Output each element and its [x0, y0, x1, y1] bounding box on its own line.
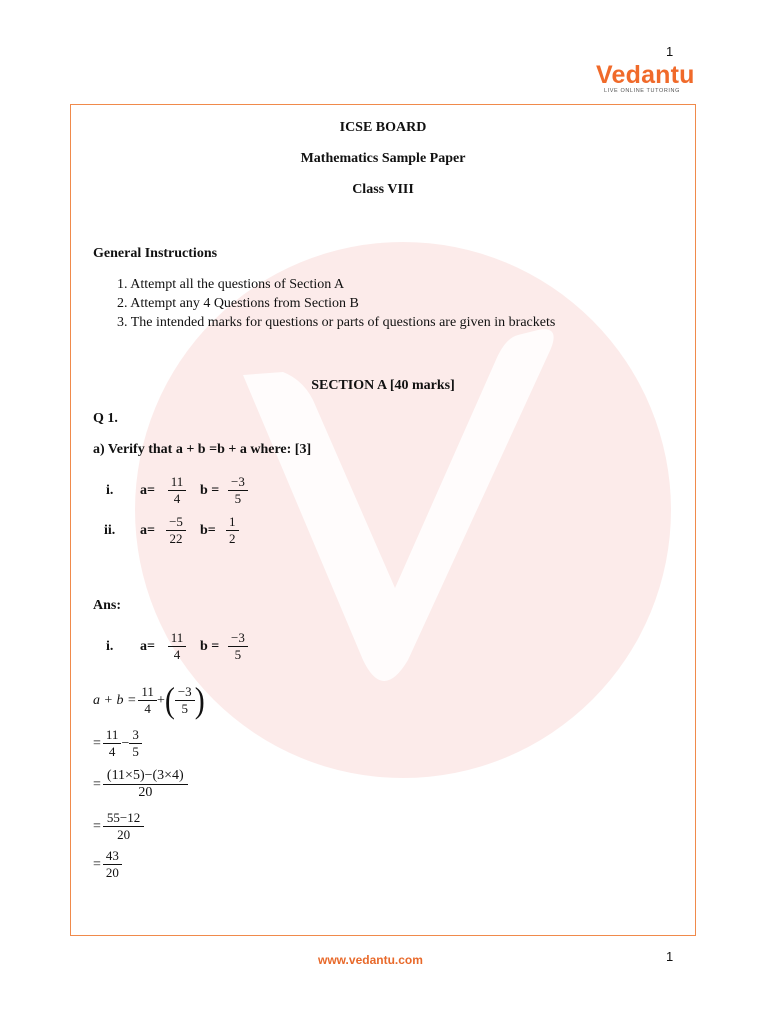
logo-word: Vedantu — [596, 61, 695, 89]
section-a-heading: SECTION A [40 marks] — [311, 378, 455, 393]
left-paren: ( — [164, 680, 175, 720]
fraction: $\frac{55-12}{20}$ — [103, 810, 144, 843]
paper-title: Mathematics Sample Paper — [300, 151, 466, 166]
vedantu-logo — [596, 61, 695, 96]
page-number-bottom: 1 — [666, 949, 674, 964]
instruction-item: 1. Attempt all the questions of Section A — [117, 277, 345, 292]
solution-step-2 — [93, 727, 142, 760]
fraction: $\frac{43}{20}$ — [103, 848, 122, 881]
a-label: a= — [140, 482, 155, 498]
case-row-ii — [104, 514, 239, 547]
equals-sign: = — [93, 818, 101, 834]
solution-step-4 — [93, 810, 144, 843]
equals-sign: = — [93, 856, 101, 872]
fraction-a: $\frac{11}{4}$ — [166, 630, 188, 663]
fraction: $\frac{11}{4}$ — [103, 727, 122, 760]
fraction-a: $\frac{-5}{22}$ — [164, 514, 188, 547]
equals-sign: = — [93, 776, 101, 792]
solution-step-3 — [93, 768, 188, 801]
board-title: ICSE BOARD — [339, 120, 427, 135]
lhs-expression: a + b = — [93, 692, 137, 708]
logo-tagline: LIVE ONLINE TUTORING — [604, 88, 680, 94]
case-number: i. — [106, 482, 114, 498]
question-part-a: a) Verify that a + b =b + a where: [3] — [93, 442, 312, 457]
fraction: $\frac{-3}{5}$ — [175, 684, 195, 717]
answer-case-row — [106, 630, 248, 663]
fraction-b: $\frac{1}{2}$ — [226, 514, 239, 547]
question-label: Q 1. — [93, 411, 118, 426]
case-number: ii. — [104, 522, 116, 538]
instructions-heading: General Instructions — [93, 246, 218, 261]
a-label: a= — [140, 522, 155, 538]
fraction-a: $\frac{11}{4}$ — [166, 474, 188, 507]
fraction: $\frac{(11\times 5)-(3\times 4)}{20}$ — [103, 768, 188, 801]
right-paren: ) — [194, 680, 205, 720]
footer-url-link[interactable]: www.vedantu.com — [318, 953, 423, 967]
solution-step-1 — [93, 680, 205, 720]
fraction: $\frac{3}{5}$ — [129, 727, 142, 760]
plus-sign: + — [156, 692, 165, 708]
case-row-i — [106, 474, 248, 507]
fraction: $\frac{11}{4}$ — [138, 684, 157, 717]
b-label: b = — [200, 482, 220, 498]
b-label: b= — [200, 522, 216, 538]
class-title: Class VIII — [352, 182, 414, 197]
instructions-list — [117, 277, 555, 334]
case-number: i. — [106, 638, 114, 654]
page-number-top: 1 — [666, 44, 674, 59]
instruction-item: 2. Attempt any 4 Questions from Section B — [117, 296, 359, 311]
b-label: b = — [200, 638, 220, 654]
fraction-b: $\frac{-3}{5}$ — [228, 630, 248, 663]
answer-label: Ans: — [93, 598, 122, 613]
a-label: a= — [140, 638, 155, 654]
solution-step-5 — [93, 848, 122, 881]
instruction-item: 3. The intended marks for questions or parts of questions are given in brackets — [117, 315, 556, 330]
minus-sign: − — [121, 735, 130, 751]
equals-sign: = — [93, 735, 101, 751]
fraction-b: $\frac{-3}{5}$ — [228, 474, 248, 507]
